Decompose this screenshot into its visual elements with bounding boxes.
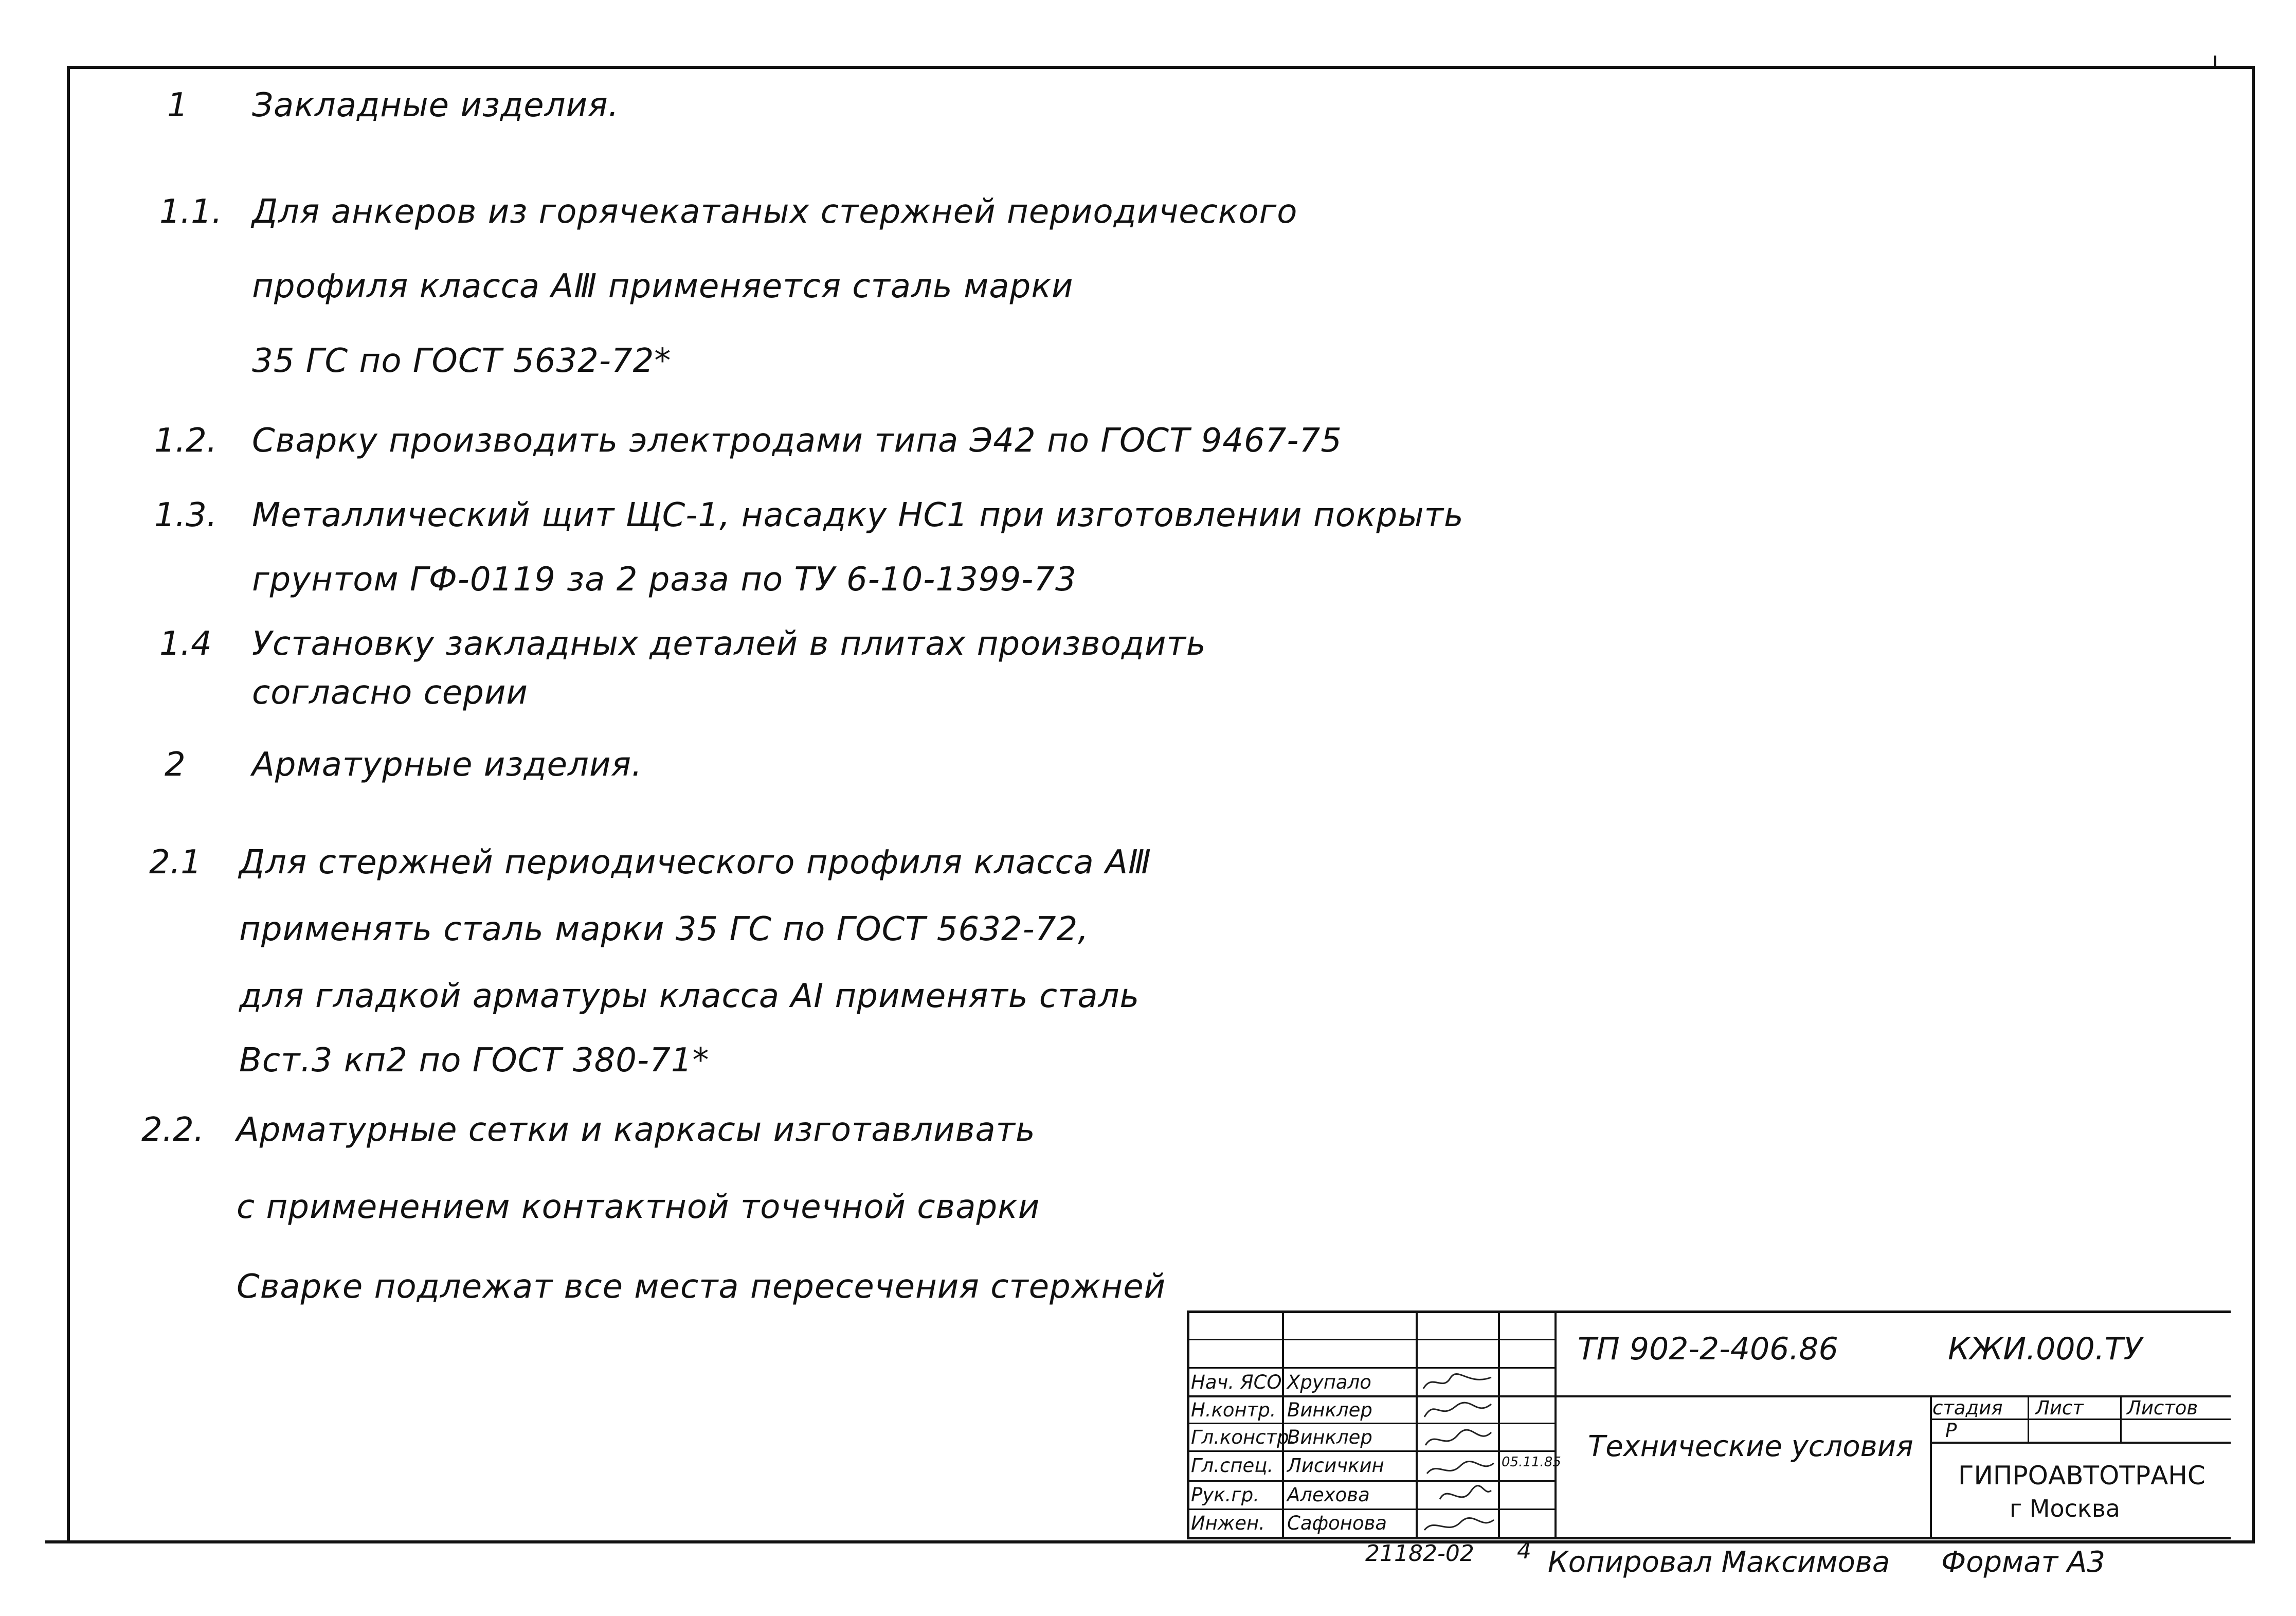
clause-line: Вст.3 кп2 по ГОСТ 380-71* [239,1042,710,1080]
sheet-number: 4 [1517,1538,1531,1564]
clause-line: Сварке подлежат все места пересечения стержней [237,1268,1166,1306]
sheet-format: Формат А3 [1941,1546,2105,1579]
clause-number: 1.3. [154,496,218,534]
role-label: Гл.констр. [1191,1426,1295,1448]
signature-date: 05.11.85 [1502,1455,1561,1470]
document-code: ТП 902-2-406.86 [1578,1331,1838,1367]
clause-line: Сварку производить электродами типа Э42 по ГОСТ 9467-75 [252,422,1342,460]
section-heading: Закладные изделия. [252,86,619,124]
inventory-number: 21182-02 [1365,1540,1474,1567]
signatures-image [1419,1368,1496,1538]
document-mark: КЖИ.000.ТУ [1948,1331,2142,1367]
person-name: Винклер [1287,1399,1372,1421]
section-number: 1 [167,86,188,124]
section-heading: Арматурные изделия. [252,746,643,784]
clause-number: 2.1 [149,843,202,882]
role-label: Инжен. [1191,1512,1265,1534]
clause-line: согласно серии [252,674,528,712]
clause-line: Для анкеров из горячекатаных стержней периодического [252,193,1298,231]
clause-number: 1.2. [154,422,218,460]
clause-number: 2.2. [141,1111,205,1149]
clause-line: применять сталь марки 35 ГС по ГОСТ 5632-72, [239,910,1089,948]
clause-line: 35 ГС по ГОСТ 5632-72* [252,342,672,380]
clause-line: Металлический щит ЩС-1, насадку НС1 при изготовлении покрыть [252,496,1464,534]
role-label: Нач. ЯСО [1191,1371,1282,1393]
clause-line: для гладкой арматуры класса АⅠ применять сталь [239,977,1140,1015]
clause-line: грунтом ГФ-0119 за 2 раза по ТУ 6-10-1399-73 [252,561,1077,599]
person-name: Хрупало [1287,1371,1371,1393]
frame-tick-mark [2214,56,2216,68]
role-label: Рук.гр. [1191,1484,1260,1506]
section-number: 2 [165,746,186,784]
stage-header: стадия [1932,1397,2003,1419]
clause-number: 1.1. [159,193,223,231]
person-name: Сафонова [1287,1512,1387,1534]
document-title: Технические условия [1588,1430,1913,1463]
stage-value: Р [1945,1420,1957,1442]
clause-line: Для стержней периодического профиля класса АⅢ [239,843,1152,882]
person-name: Винклер [1287,1426,1372,1448]
person-name: Алехова [1287,1484,1370,1506]
clause-number: 1.4 [159,625,212,663]
person-name: Лисичкин [1287,1455,1384,1477]
clause-line: Арматурные сетки и каркасы изготавливать [237,1111,1036,1149]
organization-name: ГИПРОАВТОТРАНС [1958,1461,2205,1491]
role-label: Н.контр. [1191,1399,1276,1421]
sheets-header: Листов [2127,1397,2198,1419]
frame-bottom-rule [45,1540,1187,1543]
organization-city: г Москва [2010,1495,2120,1522]
role-label: Гл.спец. [1191,1455,1274,1477]
sheet-header: Лист [2035,1397,2084,1419]
copied-by: Копировал Максимова [1548,1546,1890,1579]
title-block [1187,1310,2231,1539]
clause-line: профиля класса АⅢ применяется сталь марки [252,267,1074,306]
clause-line: Установку закладных деталей в плитах производить [252,625,1206,663]
clause-line: с применением контактной точечной сварки [237,1188,1040,1226]
